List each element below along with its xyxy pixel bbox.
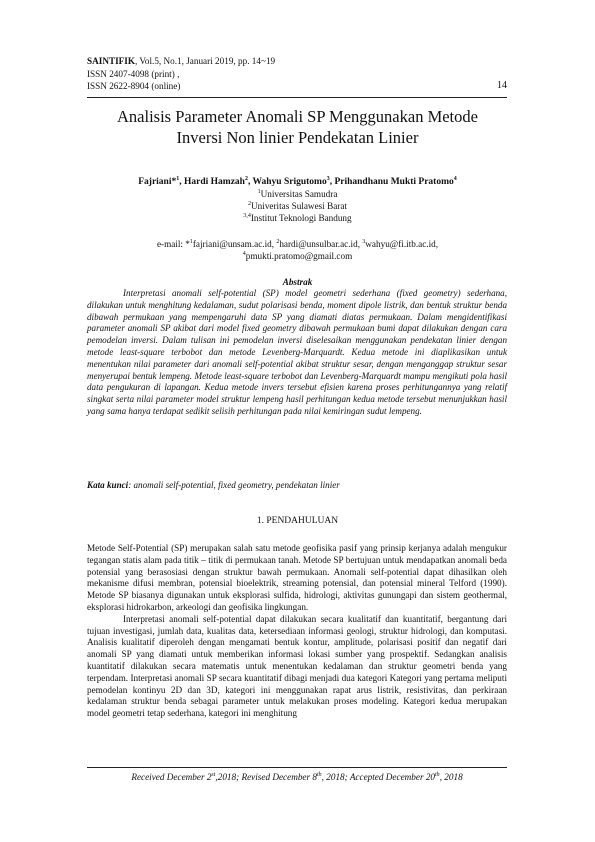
abstract-text: Interpretasi anomali self-potential (SP) model geometri sederhana (fixed geometry) sederhana, dilakukan untuk menghitung kedalaman, sudut polarisasi benda, moment dipole listrik, dan bentuk struktur benda dibawah permukaan yang mempengaruhi data SP yang diamati diatas permukaan. Dalam mengidentifikasi parameter anomali SP akibat dari model fixed geometry dibawah permukaan bumi dapat dilakukan dengan cara pemodelan inversi. Dalam tulisan ini pemodelan inversi diselesaikan menggunakan pendekatan linier dengan metode least-square terbobot dan metode Levenberg-Marquardt. Kedua metode ini diaplikasikan untuk menentukan nilai parameter dari anomali self-potential akibat struktur sesar, dengan menganggap struktur sesar menyerupai bentuk lempeng. Metode least-square terbobot dan Levenberg-Marquardt mampu mengikuti pola hasil data pengukuran di lapangan. Kedua metode invers tersebut efisien karena proses perhitungannya yang relatif singkat serta nilai parameter model struktur lempeng hasil perhitungan kedua metode tersebut menunjukkan hasil yang sama hanya terdapat sedikit selisih perhitungan pada nilai kemiringan sudut lempeng. [87,288,507,416]
author-2-sup: 2 [244,175,248,182]
dates-footer [87,772,507,782]
email-4[interactable]: pmukti.pratomo@gmail.com [245,251,353,261]
keywords-text: : anomali self-potential, fixed geometry, pendekatan linier [128,480,340,490]
affiliation-3-sup: 3,4 [243,212,251,219]
affiliation-2 [60,200,535,212]
journal-header [87,55,507,93]
author-2: , Hardi Hamzah [179,177,245,187]
paper-title [60,106,535,148]
title-line-1: Analisis Parameter Anomali SP Menggunakan Metode [117,107,478,126]
email-1[interactable]: fajriani@unsam.ac.id, [192,239,277,249]
revised-sup: th [316,771,322,778]
body-text [87,543,507,720]
email-4-sup: 4 [242,250,246,257]
email-block [60,238,535,262]
accepted-date: , 2018; Accepted December 20 [321,772,436,782]
email-2[interactable]: hardi@unsulbar.ac.id, [279,239,363,249]
received-date: Received December 2 [131,772,212,782]
email-3[interactable]: wahyu@fi.itb.ac.id, [365,239,439,249]
email-1-sup: 1 [189,238,193,245]
author-3-sup: 3 [326,175,330,182]
keywords [87,480,507,490]
authors-block [60,176,535,224]
footer-divider [87,767,507,768]
affiliation-1-text: Universitas Samudra [260,189,338,199]
accepted-sup: th [435,771,440,778]
received-sup: st [211,771,216,778]
keywords-label: Kata kunci [87,480,129,490]
affiliation-3-text: Institut Teknologi Bandung [250,213,352,223]
email-line-1 [60,238,535,250]
email-2-sup: 2 [276,238,280,245]
affiliation-3 [60,212,535,224]
journal-issue: , Vol.5, No.1, Januari 2019, pp. 14~19 [135,56,276,66]
header-divider [87,97,507,98]
title-line-2: Inversi Non linier Pendekatan Linier [176,128,419,147]
paragraph-1: Metode Self-Potential (SP) merupakan salah satu metode geofisika pasif yang prinsip kerjanya adalah mengukur tegangan statis alam pada titik – titik di permukaan tanah. Metode SP bertujuan untuk mendapatkan anomali beda potensial yang berasosiasi dengan struktur bawah permukaan. Anomali self-potential dapat dihasilkan oleh mekanisme difusi membran, potensial bioelektrik, streaming potensial, dan potensial mineral Telford (1990). Metode SP biasanya digunakan untuk eksplorasi sulfida, hidrologi, aktivitas gunungapi dan sistem geothermal, eksplorasi hidrokarbon, arkeologi dan geofisika lingkungan. [87,543,507,612]
email-prefix: e-mail: * [156,239,190,249]
revised-date: ,2018; Revised December 8 [215,772,317,782]
affiliation-1 [60,188,535,200]
author-1-sup: 1 [176,175,180,182]
author-4-sup: 4 [453,175,457,182]
journal-name: SAINTIFIK [87,56,135,66]
author-list [60,176,535,188]
section-heading: 1. PENDAHULUAN [256,516,339,526]
email-3-sup: 3 [362,238,366,245]
issn-print: ISSN 2407-4098 (print) , [87,68,180,79]
author-4: , Prihandhanu Mukti Pratomo [329,177,454,187]
email-line-2 [60,250,535,262]
affiliation-2-text: Univeritas Sulawesi Barat [251,201,347,211]
journal-citation [87,55,507,68]
author-3: , Wahyu Srigutomo [247,177,327,187]
affiliation-2-sup: 2 [248,200,252,207]
author-1: Fajriani* [138,177,177,187]
paragraph-2: Interpretasi anomali self-potential dapat dilakukan secara kualitatif dan kuantitatif, bergantung dari tujuan investigasi, jumlah data, kualitas data, ketersediaan informasi geologi, struktur hidrologi, dan komputasi. Analisis kualitatif diperoleh dengan mengamati bentuk kontur, amplitude, polarisasi positif dan negatif dari anomali SP yang diamati untuk memberikan informasi lokasi sumber yang prospektif. Sedangkan analisis kuantitatif dilakukan secara matematis untuk menentukan kedalaman dan struktur geometri benda yang terpendam. Interpretasi anomali SP secara kuantitatif dibagi menjadi dua kategori Kategori yang pertama meliputi pemodelan kontinyu 2D dan 3D, kategori ini menggunakan rapat arus listrik, resistivitas, dan perkiraan kedalaman struktur benda sebagai parameter untuk melakukan proses modeling. Kategori kedua merupakan model geometri tetap sederhana, kategori ini menghitung [87,613,507,719]
affiliation-1-sup: 1 [257,188,261,195]
issn-online: ISSN 2622-8904 (online) [87,81,181,91]
page-number: 14 [497,80,507,91]
abstract-heading: Abstrak [282,277,313,287]
footer-year: , 2018 [439,772,463,782]
